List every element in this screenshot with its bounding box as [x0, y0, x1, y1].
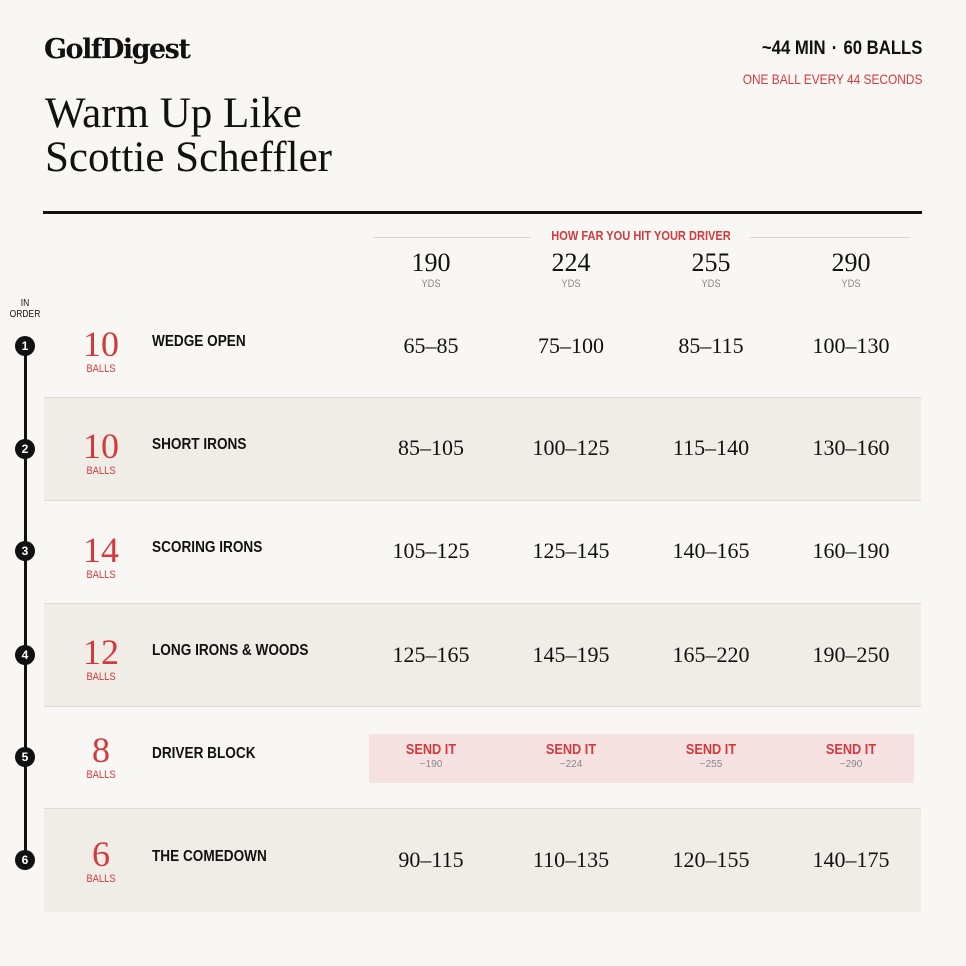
send-it-cell [501, 741, 641, 771]
step-marker-4: 4 [15, 645, 35, 665]
column-header-190 [361, 248, 501, 290]
distance-cell: 85–115 [678, 333, 744, 358]
distance-cell: 190–250 [812, 642, 890, 667]
distance-cell: 115–140 [672, 435, 750, 460]
balls-total: 60 BALLS [843, 38, 922, 59]
column-unit: YDS [561, 278, 581, 290]
step-marker-5: 5 [15, 747, 35, 767]
club-name: SHORT IRONS [152, 436, 247, 453]
distance-cell: 90–115 [398, 847, 464, 872]
ball-count-label: BALLS [86, 465, 116, 477]
step-marker-6: 6 [15, 850, 35, 870]
club-name: DRIVER BLOCK [152, 745, 256, 762]
distance-cell: 110–135 [532, 847, 610, 872]
column-yards: 255 [691, 248, 731, 277]
distance-cell: 100–125 [532, 435, 610, 460]
send-it-label: SEND IT [685, 741, 737, 758]
header-divider [43, 211, 922, 214]
ball-count [41, 732, 161, 782]
column-yards: 190 [411, 248, 451, 277]
row-divider [44, 808, 921, 809]
column-unit: YDS [421, 278, 441, 290]
row-divider [44, 397, 921, 398]
ball-count [41, 634, 161, 684]
ball-count-label: BALLS [86, 363, 116, 375]
in-order-label: IN ORDER [9, 298, 41, 320]
distance-cell: 140–165 [672, 538, 750, 563]
title-line-2: Scottie Scheffler [45, 134, 332, 181]
distance-cell: 145–195 [532, 642, 610, 667]
driver-label-line-right [750, 237, 910, 238]
column-unit: YDS [841, 278, 861, 290]
step-marker-3: 3 [15, 541, 35, 561]
send-it-label: SEND IT [405, 741, 457, 758]
distance-cell: 160–190 [812, 538, 890, 563]
distance-cell: 125–165 [392, 642, 470, 667]
send-it-label: SEND IT [545, 741, 597, 758]
driver-distance-label: HOW FAR YOU HIT YOUR DRIVER [551, 228, 731, 243]
duration: ~44 MIN [761, 38, 826, 59]
order-timeline [24, 346, 27, 861]
row-divider [44, 500, 921, 501]
club-name: SCORING IRONS [152, 539, 263, 556]
driver-label-line-left [373, 237, 531, 238]
title-line-1: Warm Up Like [45, 90, 302, 137]
session-summary [761, 38, 922, 60]
distance-cell: 105–125 [392, 538, 470, 563]
send-it-distance: ~255 [699, 759, 723, 770]
ball-count-label: BALLS [86, 569, 116, 581]
column-header-224 [501, 248, 641, 290]
ball-count [41, 326, 161, 376]
column-unit: YDS [701, 278, 721, 290]
golf-digest-logo: GolfDigest [44, 34, 190, 65]
ball-count [41, 428, 161, 478]
column-header-255 [641, 248, 781, 290]
column-yards: 290 [831, 248, 871, 277]
send-it-cell [641, 741, 781, 771]
send-it-distance: ~290 [839, 759, 863, 770]
send-it-cell [361, 741, 501, 771]
ball-count-label: BALLS [86, 873, 116, 885]
send-it-distance: ~224 [559, 759, 583, 770]
distance-cell: 75–100 [538, 333, 604, 358]
distance-cell: 130–160 [812, 435, 890, 460]
column-header-290 [781, 248, 921, 290]
club-name: THE COMEDOWN [152, 848, 267, 865]
distance-cell: 100–130 [812, 333, 890, 358]
ball-count-number: 14 [83, 530, 119, 570]
step-marker-1: 1 [15, 336, 35, 356]
ball-count [41, 532, 161, 582]
page-title [45, 92, 332, 180]
distance-cell: 125–145 [532, 538, 610, 563]
ball-count-number: 12 [83, 632, 119, 672]
step-marker-2: 2 [15, 439, 35, 459]
send-it-label: SEND IT [825, 741, 877, 758]
distance-cell: 140–175 [812, 847, 890, 872]
ball-count-number: 6 [92, 834, 110, 874]
separator-dot: · [831, 38, 837, 59]
row-divider [44, 706, 921, 707]
distance-cell: 165–220 [672, 642, 750, 667]
ball-count-number: 10 [83, 324, 119, 364]
club-name: LONG IRONS & WOODS [152, 642, 309, 659]
ball-count-label: BALLS [86, 769, 116, 781]
club-name: WEDGE OPEN [152, 333, 246, 350]
distance-cell: 85–105 [398, 435, 464, 460]
ball-count-number: 8 [92, 730, 110, 770]
send-it-cell [781, 741, 921, 771]
distance-cell: 65–85 [403, 333, 459, 358]
distance-cell: 120–155 [672, 847, 750, 872]
column-yards: 224 [551, 248, 591, 277]
pace-note: ONE BALL EVERY 44 SECONDS [742, 71, 922, 87]
ball-count-label: BALLS [86, 671, 116, 683]
row-divider [44, 603, 921, 604]
send-it-distance: ~190 [419, 759, 443, 770]
ball-count [41, 836, 161, 886]
ball-count-number: 10 [83, 426, 119, 466]
